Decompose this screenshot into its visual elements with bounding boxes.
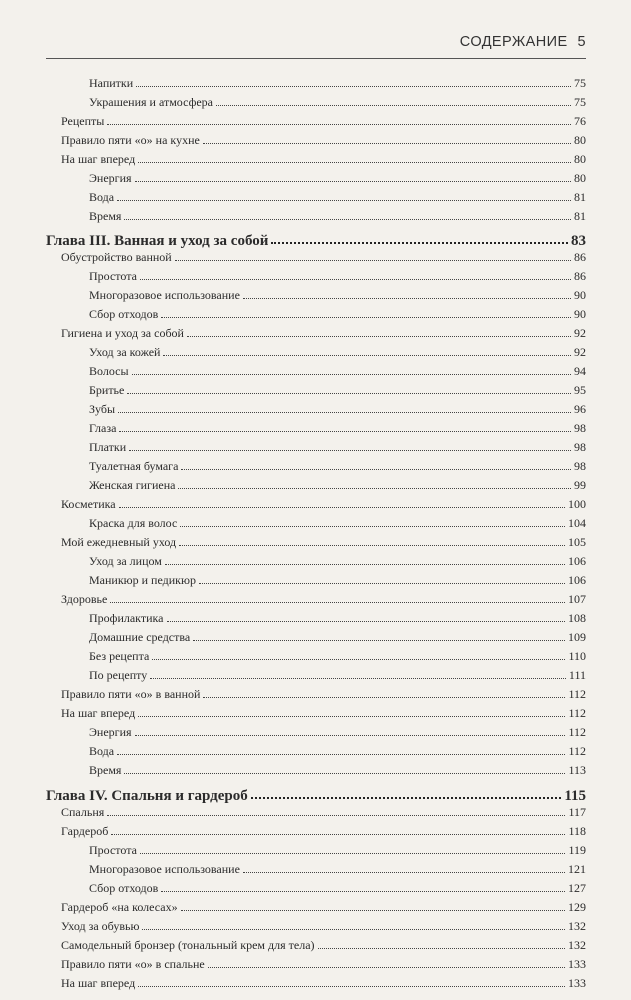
toc-entry[interactable] <box>89 398 586 416</box>
entry-page-number: 112 <box>568 725 586 739</box>
entry-title: Украшения и атмосфера <box>89 95 214 109</box>
entry-title: Время <box>89 209 122 223</box>
toc-entry[interactable] <box>61 129 586 147</box>
toc-entry[interactable] <box>89 645 586 663</box>
toc-entry[interactable] <box>61 820 586 838</box>
dot-leader <box>119 507 565 508</box>
entry-title: Многоразовое использование <box>89 288 240 302</box>
toc-entry[interactable] <box>61 246 586 264</box>
toc-entry[interactable] <box>89 455 586 473</box>
toc-chapter[interactable] <box>46 779 586 803</box>
header-rule <box>46 58 586 59</box>
entry-title: Спальня <box>61 805 105 819</box>
toc-entry[interactable] <box>89 72 586 90</box>
dot-leader <box>124 219 571 220</box>
entry-page-number: 109 <box>568 630 586 644</box>
dot-leader <box>178 488 571 489</box>
entry-page-number: 92 <box>574 345 586 359</box>
entry-title: Без рецепта <box>89 649 150 663</box>
toc-entry[interactable] <box>89 839 586 857</box>
toc-entry[interactable] <box>89 569 586 587</box>
entry-page-number: 132 <box>568 919 586 933</box>
toc-entry[interactable] <box>61 801 586 819</box>
toc-entry[interactable] <box>89 550 586 568</box>
entry-title: Маникюр и педикюр <box>89 573 196 587</box>
entry-title: Правило пяти «о» на кухне <box>61 133 200 147</box>
entry-page-number: 115 <box>564 788 586 804</box>
dot-leader <box>142 929 565 930</box>
toc-entry[interactable] <box>61 972 586 990</box>
entry-page-number: 83 <box>571 233 586 249</box>
entry-page-number: 121 <box>568 862 586 876</box>
dot-leader <box>132 374 571 375</box>
entry-title: Уход за обувью <box>61 919 140 933</box>
entry-title: По рецепту <box>89 668 148 682</box>
toc-entry[interactable] <box>89 512 586 530</box>
entry-page-number: 112 <box>568 706 586 720</box>
dot-leader <box>251 797 562 799</box>
toc-entry[interactable] <box>89 858 586 876</box>
section-title: СОДЕРЖАНИЕ <box>459 34 568 50</box>
dot-leader <box>135 735 566 736</box>
entry-title: Напитки <box>89 76 134 90</box>
entry-page-number: 129 <box>568 900 586 914</box>
toc-entry[interactable] <box>61 110 586 128</box>
dot-leader <box>140 279 571 280</box>
entry-page-number: 106 <box>568 573 586 587</box>
dot-leader <box>161 317 571 318</box>
toc-entry[interactable] <box>61 953 586 971</box>
page-number: 5 <box>577 34 586 50</box>
entry-title: Энергия <box>89 171 132 185</box>
toc-entry[interactable] <box>89 740 586 758</box>
dot-leader <box>129 450 571 451</box>
toc-entry[interactable] <box>61 493 586 511</box>
entry-title: Время <box>89 763 122 777</box>
toc-entry[interactable] <box>61 588 586 606</box>
dot-leader <box>203 697 565 698</box>
entry-page-number: 132 <box>568 938 586 952</box>
toc-entry[interactable] <box>89 284 586 302</box>
dot-leader <box>117 200 571 201</box>
entry-title: Простота <box>89 269 137 283</box>
toc-entry[interactable] <box>89 877 586 895</box>
toc-entry[interactable] <box>61 322 586 340</box>
toc-entry[interactable] <box>89 360 586 378</box>
toc-entry[interactable] <box>89 186 586 204</box>
dot-leader <box>318 948 565 949</box>
dot-leader <box>193 640 565 641</box>
entry-title: На шаг вперед <box>61 976 136 990</box>
entry-page-number: 81 <box>574 190 586 204</box>
dot-leader <box>107 815 565 816</box>
entry-title: Домашние средства <box>89 630 191 644</box>
entry-page-number: 104 <box>568 516 586 530</box>
toc-entry[interactable] <box>89 436 586 454</box>
dot-leader <box>118 412 571 413</box>
dot-leader <box>127 393 571 394</box>
entry-title: На шаг вперед <box>61 152 136 166</box>
entry-title: Зубы <box>89 402 116 416</box>
entry-title: Бритье <box>89 383 125 397</box>
entry-page-number: 119 <box>568 843 586 857</box>
entry-page-number: 90 <box>574 307 586 321</box>
entry-title: Профилактика <box>89 611 164 625</box>
dot-leader <box>138 162 571 163</box>
entry-page-number: 117 <box>568 805 586 819</box>
entry-page-number: 110 <box>568 649 586 663</box>
entry-title: Волосы <box>89 364 129 378</box>
dot-leader <box>181 469 571 470</box>
entry-page-number: 106 <box>568 554 586 568</box>
entry-page-number: 80 <box>574 171 586 185</box>
entry-page-number: 92 <box>574 326 586 340</box>
toc-entry[interactable] <box>61 896 586 914</box>
dot-leader <box>203 143 571 144</box>
entry-title: Женская гигиена <box>89 478 176 492</box>
toc-entry[interactable] <box>89 379 586 397</box>
dot-leader <box>119 431 571 432</box>
entry-title: Рецепты <box>61 114 105 128</box>
entry-title: Многоразовое использование <box>89 862 240 876</box>
dot-leader <box>152 659 565 660</box>
entry-title: Краска для волос <box>89 516 178 530</box>
entry-page-number: 90 <box>574 288 586 302</box>
entry-title: На шаг вперед <box>61 706 136 720</box>
dot-leader <box>111 834 565 835</box>
toc-entry[interactable] <box>89 91 586 109</box>
toc-entry[interactable] <box>89 303 586 321</box>
toc-entry[interactable] <box>61 148 586 166</box>
dot-leader <box>136 86 571 87</box>
toc-entry[interactable] <box>89 626 586 644</box>
entry-page-number: 112 <box>568 744 586 758</box>
entry-page-number: 127 <box>568 881 586 895</box>
dot-leader <box>138 986 565 987</box>
entry-title: Туалетная бумага <box>89 459 179 473</box>
entry-title: Обустройство ванной <box>61 250 172 264</box>
entry-page-number: 99 <box>574 478 586 492</box>
toc-entry[interactable] <box>89 759 586 777</box>
entry-page-number: 98 <box>574 459 586 473</box>
toc-entry[interactable] <box>89 474 586 492</box>
entry-title: Правило пяти «о» в спальне <box>61 957 205 971</box>
entry-page-number: 100 <box>568 497 586 511</box>
entry-title: Правило пяти «о» в ванной <box>61 687 201 701</box>
toc-entry[interactable] <box>61 702 586 720</box>
entry-page-number: 94 <box>574 364 586 378</box>
entry-page-number: 108 <box>568 611 586 625</box>
entry-page-number: 133 <box>568 976 586 990</box>
entry-title: Гардероб <box>61 824 109 838</box>
entry-page-number: 80 <box>574 133 586 147</box>
toc-entry[interactable] <box>89 341 586 359</box>
entry-title: Глаза <box>89 421 117 435</box>
entry-title: Простота <box>89 843 137 857</box>
dot-leader <box>271 242 568 244</box>
dot-leader <box>243 298 571 299</box>
dot-leader <box>181 910 565 911</box>
entry-page-number: 98 <box>574 421 586 435</box>
entry-title: Платки <box>89 440 127 454</box>
toc-entry[interactable] <box>89 265 586 283</box>
entry-title: Здоровье <box>61 592 108 606</box>
entry-page-number: 133 <box>568 957 586 971</box>
entry-page-number: 111 <box>568 668 586 682</box>
entry-page-number: 107 <box>568 592 586 606</box>
entry-title: Сбор отходов <box>89 307 159 321</box>
dot-leader <box>124 773 565 774</box>
entry-page-number: 95 <box>574 383 586 397</box>
entry-page-number: 113 <box>568 763 586 777</box>
entry-title: Косметика <box>61 497 116 511</box>
dot-leader <box>138 716 565 717</box>
toc-entry[interactable] <box>89 417 586 435</box>
dot-leader <box>117 754 565 755</box>
toc-entry[interactable] <box>61 531 586 549</box>
toc-entry[interactable] <box>61 915 586 933</box>
dot-leader <box>199 583 565 584</box>
entry-page-number: 76 <box>574 114 586 128</box>
dot-leader <box>187 336 571 337</box>
entry-title: Вода <box>89 744 115 758</box>
entry-title: Сбор отходов <box>89 881 159 895</box>
toc-entry[interactable] <box>89 205 586 223</box>
toc-entry[interactable] <box>89 664 586 682</box>
dot-leader <box>161 891 565 892</box>
entry-page-number: 105 <box>568 535 586 549</box>
entry-title: Вода <box>89 190 115 204</box>
toc-entry[interactable] <box>89 721 586 739</box>
entry-page-number: 86 <box>574 250 586 264</box>
dot-leader <box>180 526 565 527</box>
dot-leader <box>167 621 566 622</box>
entry-page-number: 80 <box>574 152 586 166</box>
entry-title: Самодельный бронзер (тональный крем для тела) <box>61 938 315 952</box>
dot-leader <box>165 564 565 565</box>
entry-page-number: 75 <box>574 76 586 90</box>
toc-entry[interactable] <box>89 167 586 185</box>
toc-chapter[interactable] <box>46 224 586 248</box>
entry-title: Гардероб «на колесах» <box>61 900 178 914</box>
toc-entry[interactable] <box>89 607 586 625</box>
dot-leader <box>135 181 571 182</box>
entry-page-number: 98 <box>574 440 586 454</box>
entry-page-number: 96 <box>574 402 586 416</box>
dot-leader <box>216 105 571 106</box>
entry-title: Уход за лицом <box>89 554 162 568</box>
dot-leader <box>179 545 565 546</box>
entry-title: Энергия <box>89 725 132 739</box>
entry-title: Гигиена и уход за собой <box>61 326 184 340</box>
entry-page-number: 86 <box>574 269 586 283</box>
dot-leader <box>140 853 566 854</box>
entry-page-number: 81 <box>574 209 586 223</box>
entry-title: Уход за кожей <box>89 345 161 359</box>
entry-title: Глава IV. Спальня и гардероб <box>46 788 248 804</box>
dot-leader <box>208 967 565 968</box>
dot-leader <box>107 124 571 125</box>
entry-page-number: 75 <box>574 95 586 109</box>
toc-entry[interactable] <box>61 934 586 952</box>
entry-title: Глава III. Ванная и уход за собой <box>46 233 269 249</box>
dot-leader <box>163 355 571 356</box>
dot-leader <box>110 602 565 603</box>
dot-leader <box>150 678 566 679</box>
running-header <box>46 34 586 50</box>
entry-page-number: 112 <box>568 687 586 701</box>
entry-page-number: 118 <box>568 824 586 838</box>
dot-leader <box>175 260 571 261</box>
entry-title: Мой ежедневный уход <box>61 535 177 549</box>
toc-entry[interactable] <box>61 683 586 701</box>
dot-leader <box>243 872 565 873</box>
